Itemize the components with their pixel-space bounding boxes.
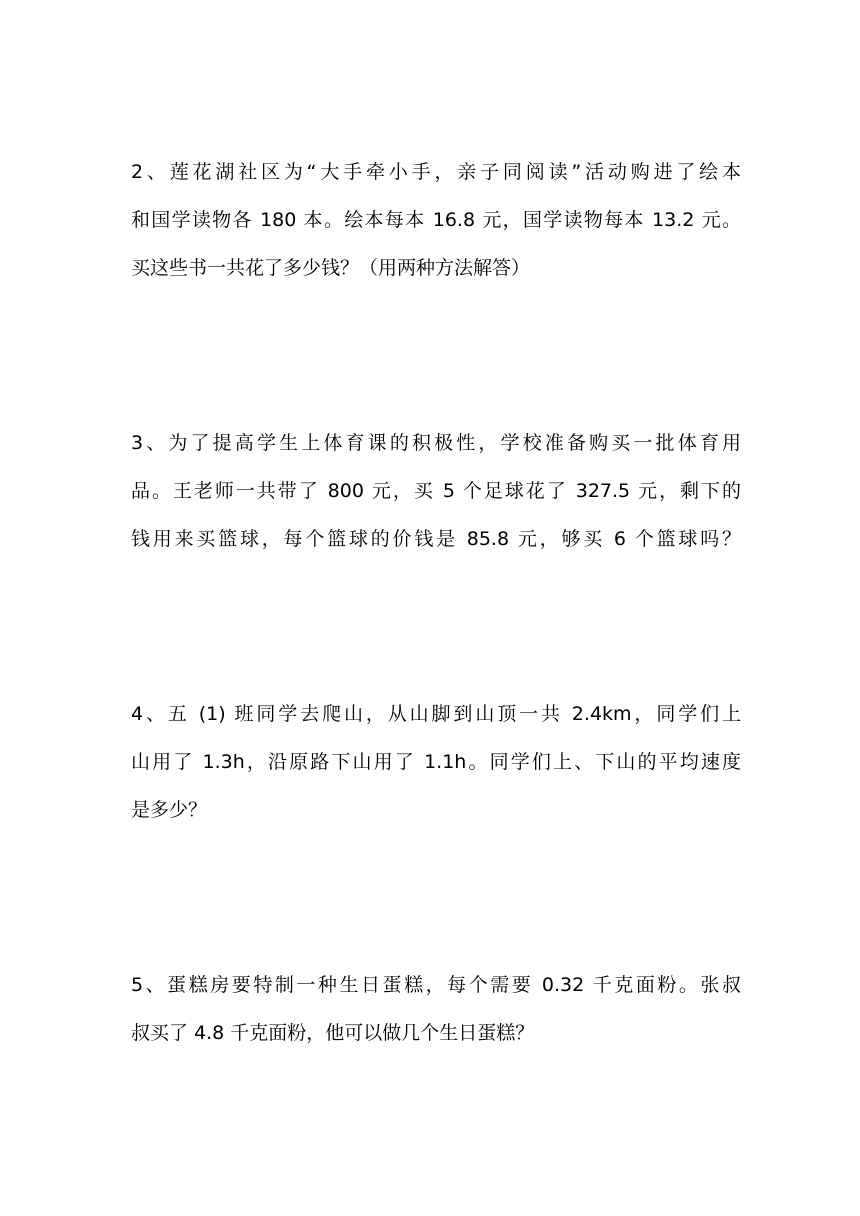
problem-3 bbox=[131, 419, 741, 563]
problem-text-line: 5、蛋糕房要特制一种生日蛋糕，每个需要 0.32 千克面粉。张叔 bbox=[131, 974, 741, 996]
problem-text-line: 和国学读物各 180 本。绘本每本 16.8 元，国学读物每本 13.2 元。 bbox=[131, 209, 741, 231]
problem-2 bbox=[131, 148, 741, 292]
problem-4 bbox=[131, 690, 741, 834]
problem-text-line: 山用了 1.3h，沿原路下山用了 1.1h。同学们上、下山的平均速度 bbox=[131, 751, 741, 773]
problem-5 bbox=[131, 961, 741, 1057]
problem-text-line: 品。王老师一共带了 800 元，买 5 个足球花了 327.5 元，剩下的 bbox=[131, 480, 741, 502]
problem-text-line: 买这些书一共花了多少钱？（用两种方法解答） bbox=[131, 257, 531, 279]
problem-text-line: 3、为了提高学生上体育课的积极性，学校准备购买一批体育用 bbox=[131, 432, 741, 454]
problem-text-line: 叔买了 4.8 千克面粉，他可以做几个生日蛋糕？ bbox=[131, 1022, 535, 1044]
problem-text-line: 钱用来买篮球，每个篮球的价钱是 85.8 元，够买 6 个篮球吗？ bbox=[131, 528, 741, 550]
problem-text-line: 2、莲花湖社区为“大手牵小手，亲子同阅读”活动购进了绘本 bbox=[131, 161, 741, 183]
problem-text-line: 4、五 (1) 班同学去爬山，从山脚到山顶一共 2.4km，同学们上 bbox=[131, 703, 741, 725]
problem-text-line: 是多少？ bbox=[131, 799, 208, 821]
